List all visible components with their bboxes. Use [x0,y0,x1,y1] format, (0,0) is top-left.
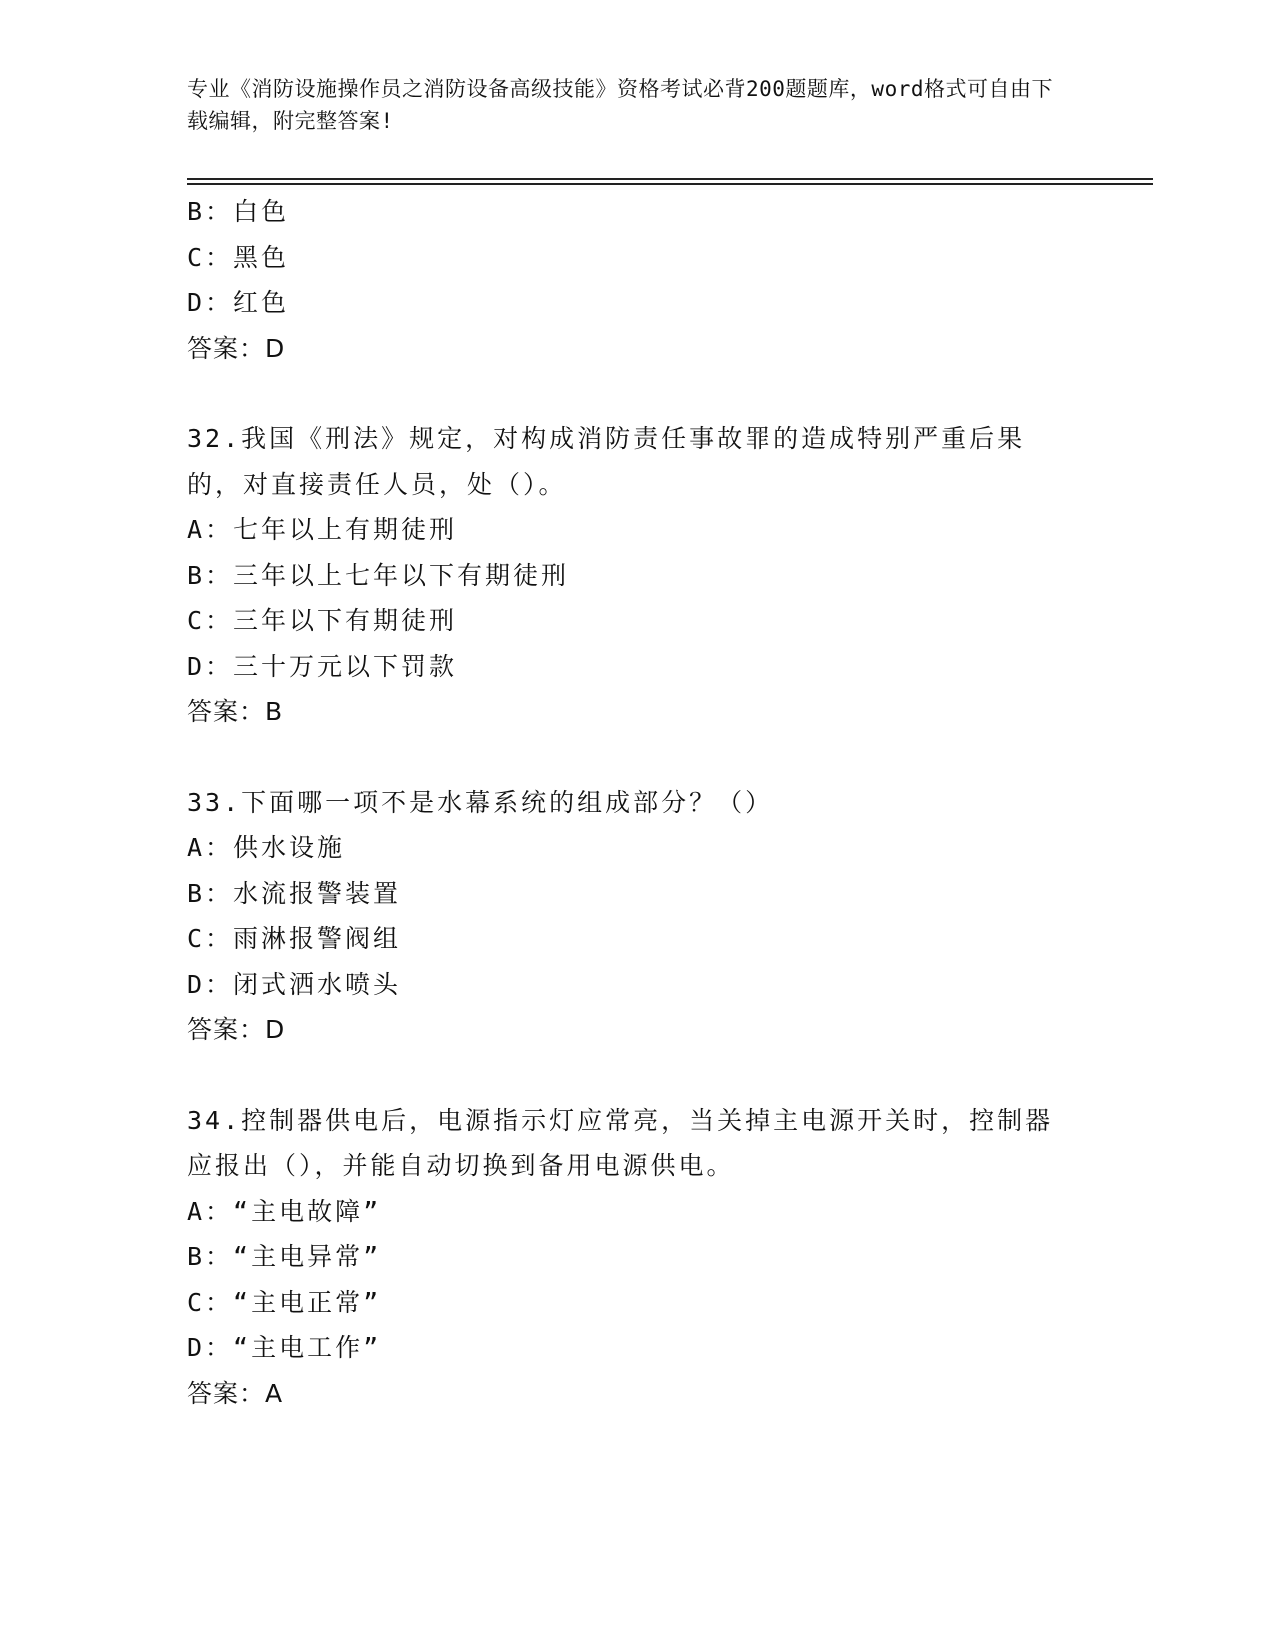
answer-line: 答案：D [187,1015,286,1044]
option-b: B：三年以上七年以下有期徒刑 [187,560,570,590]
option-c: C：“主电正常” [187,1287,382,1317]
question-text: 32.我国《刑法》规定，对构成消防责任事故罪的造成特别严重后果的，对直接责任人员，处（）。 [187,424,1026,499]
question-text: 34.控制器供电后，电源指示灯应常亮，当关掉主电源开关时，控制器应报出（），并能自动切换到备用电源供电。 [187,1105,1054,1180]
question-text: 33.下面哪一项不是水幕系统的组成部分？（） [187,787,774,817]
answer-line: 答案：A [187,1378,284,1408]
option-d: D：红色 [187,288,290,317]
option-d: D：三十万元以下罚款 [187,651,458,681]
answer-line: 答案：D [187,333,286,363]
question-32 [187,416,1087,735]
option-a: A：供水设施 [187,833,346,862]
option-b: B：水流报警装置 [187,878,402,908]
question-33 [187,780,1087,1053]
question-31-continued [187,189,1087,371]
option-c: C：雨淋报警阀组 [187,924,402,953]
option-d: D：闭式洒水喷头 [187,969,402,999]
option-c: C：黑色 [187,242,290,272]
option-b: B：“主电异常” [187,1242,382,1271]
option-a: A：“主电故障” [187,1196,382,1226]
document-header: 专业《消防设施操作员之消防设备高级技能》资格考试必背200题题库，word格式可自由下载编辑，附完整答案! [187,77,1053,133]
option-c: C：三年以下有期徒刑 [187,606,458,635]
option-b: B：白色 [187,197,290,226]
header-divider-top [187,178,1153,180]
option-d: D：“主电工作” [187,1333,382,1362]
option-a: A：七年以上有期徒刑 [187,515,458,544]
question-list [187,189,1087,1416]
question-34 [187,1098,1087,1417]
answer-line: 答案：B [187,697,284,726]
header-divider-bottom [187,183,1153,185]
